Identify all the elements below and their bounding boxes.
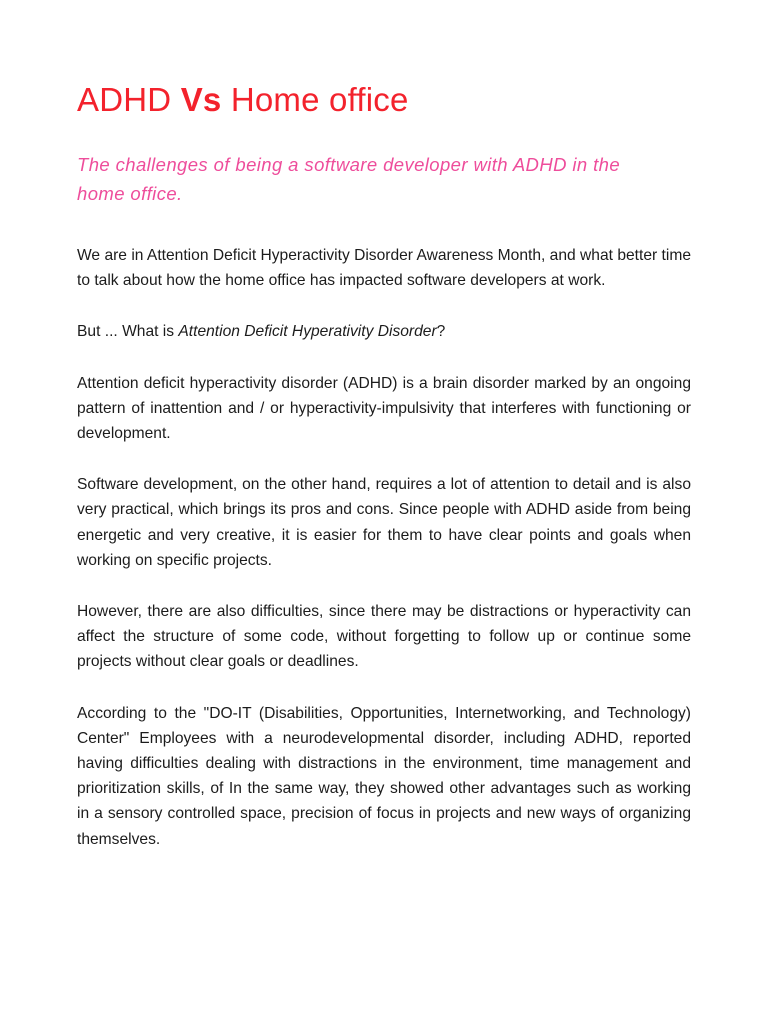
page-subtitle: The challenges of being a software developer with ADHD in the home office.: [77, 154, 621, 204]
question-term: Attention Deficit Hyperativity Disorder: [178, 323, 437, 341]
paragraph-intro: We are in Attention Deficit Hyperactivity Disorder Awareness Month, and what better time to talk about how the home office has impacted software developers at work.: [77, 247, 691, 290]
paragraph-do-it-center: According to the "DO-IT (Disabilities, Opportunities, Internetworking, and Technology) Center" Employees with a neurodevelopmental disorder, including ADHD, reported having difficulties dealing with distractions in the environment, time management and prioritization skills, of In the same way, they showed other advantages such as working in a sensory controlled space, precision of focus in projects and new ways of organizing themselves.: [77, 704, 691, 848]
paragraph-definition: Attention deficit hyperactivity disorder (ADHD) is a brain disorder marked by an ongoing pattern of inattention and / or hyperactivity-impulsivity that interferes with functioning or development.: [77, 374, 691, 443]
page-title: [77, 78, 691, 122]
question-prefix: But ... What is: [77, 323, 179, 341]
title-part-vs: Vs: [180, 81, 222, 118]
document-page: [77, 78, 691, 878]
question-mark: ?: [436, 323, 446, 341]
title-part-home-office: Home office: [221, 81, 409, 118]
paragraph-software-development: Software development, on the other hand, requires a lot of attention to detail and is also very practical, which brings its pros and cons. Since people with ADHD aside from being energetic and very creative, it is easier for them to have clear points and goals when working on specific projects.: [77, 476, 691, 569]
article-body: [77, 243, 691, 852]
title-part-adhd: ADHD: [77, 81, 181, 118]
paragraph-question: [77, 319, 691, 344]
paragraph-difficulties: However, there are also difficulties, since there may be distractions or hyperactivity can affect the structure of some code, without forgetting to follow up or continue some projects without clear goals or deadlines.: [77, 603, 691, 671]
